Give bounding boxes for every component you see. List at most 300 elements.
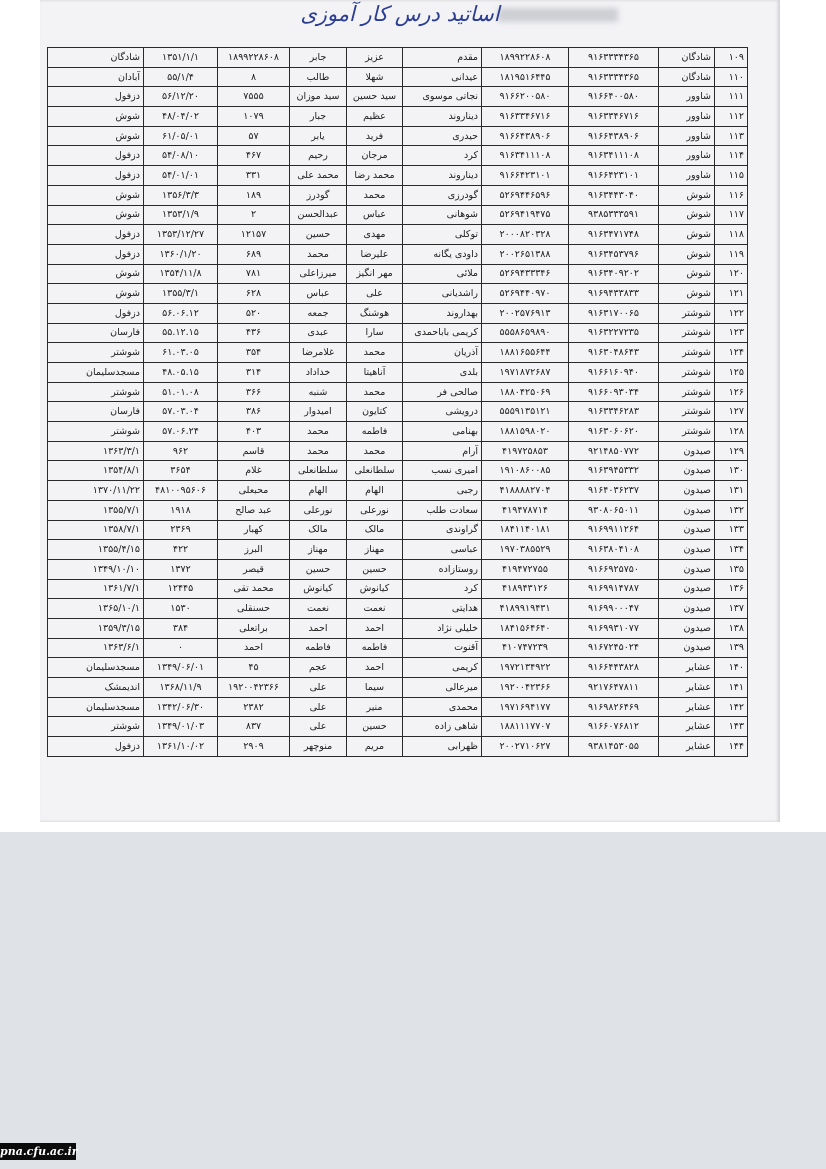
city-cell: شوش (48, 107, 144, 127)
id-number-cell: عبد صالح (218, 500, 290, 520)
mobile-cell: ۹۱۶۹۹۳۱۰۷۷ (569, 618, 659, 638)
father-name-cell: احمد (290, 618, 347, 638)
first-name-cell: عزیز (347, 48, 403, 68)
family-name-cell: کرد (403, 579, 482, 599)
id-number-cell: محمد تقی (218, 579, 290, 599)
father-name-cell: فاطمه (290, 638, 347, 658)
national-id-cell: ۴۱۰۷۴۷۲۳۹ (482, 638, 569, 658)
city-cell: شوش (48, 284, 144, 304)
id-number-cell: قاسم (218, 441, 290, 461)
mobile-cell: ۹۲۱۷۶۴۷۸۱۱ (569, 678, 659, 698)
first-name-cell: حسین (347, 559, 403, 579)
first-name-cell: فاطمه (347, 422, 403, 442)
father-name-cell: جابر (290, 48, 347, 68)
birth-date-cell: ۱۳۴۹/۰۱/۰۳ (144, 717, 218, 737)
instructor-roster-table (47, 47, 748, 757)
county-cell: صیدون (659, 559, 715, 579)
mobile-cell: ۹۱۶۳۸۰۴۱۰۸ (569, 540, 659, 560)
row-number-cell: ۱۳۹ (715, 638, 748, 658)
birth-date-cell: ۱۳۶۱/۱۰/۰۲ (144, 737, 218, 757)
county-cell: عشایر (659, 658, 715, 678)
family-name-cell: روستازاده (403, 559, 482, 579)
mobile-cell: ۹۳۸۵۳۳۳۵۹۱ (569, 205, 659, 225)
table-row (48, 303, 748, 323)
id-number-cell: براتعلی (218, 618, 290, 638)
county-cell: شادگان (659, 67, 715, 87)
family-name-cell: راشدیانی (403, 284, 482, 304)
national-id-cell: ۱۸۱۹۵۱۶۴۴۵ (482, 67, 569, 87)
row-number-cell: ۱۲۳ (715, 323, 748, 343)
family-name-cell: هدایتی (403, 599, 482, 619)
father-name-cell: الهام (290, 481, 347, 501)
father-name-cell: مهناز (290, 540, 347, 560)
mobile-cell: ۹۱۶۶۴۰۰۵۸۰ (569, 87, 659, 107)
national-id-cell: ۱۹۷۱۸۷۲۶۸۷ (482, 363, 569, 383)
first-name-cell: سید حسین (347, 87, 403, 107)
city-cell: ۱۳۴۹/۱۰/۱۰ (48, 559, 144, 579)
family-name-cell: صالحی فر (403, 382, 482, 402)
city-cell: دزفول (48, 303, 144, 323)
id-number-cell: ۵۲۰ (218, 303, 290, 323)
mobile-cell: ۹۱۶۳۴۰۹۲۰۲ (569, 264, 659, 284)
id-number-cell: ۱۹۲۰۰۴۲۳۶۶ (218, 678, 290, 698)
birth-date-cell: ۱۳۵۳/۱/۹ (144, 205, 218, 225)
family-name-cell: خلیلی نژاد (403, 618, 482, 638)
county-cell: شاوور (659, 87, 715, 107)
national-id-cell: ۴۱۹۴۷۸۷۱۴ (482, 500, 569, 520)
birth-date-cell: ۵۱.۰۱.۰۸ (144, 382, 218, 402)
national-id-cell: ۱۸۸۱۱۱۷۷۰۷ (482, 717, 569, 737)
table-row (48, 638, 748, 658)
father-name-cell: علی (290, 697, 347, 717)
national-id-cell: ۱۸۸۰۴۲۵۰۶۹ (482, 382, 569, 402)
row-number-cell: ۱۱۷ (715, 205, 748, 225)
county-cell: صیدون (659, 599, 715, 619)
national-id-cell: ۱۹۲۰۰۴۲۳۶۶ (482, 678, 569, 698)
city-cell: فارسان (48, 402, 144, 422)
county-cell: صیدون (659, 481, 715, 501)
id-number-cell: ۱۰۷۹ (218, 107, 290, 127)
father-name-cell: جبار (290, 107, 347, 127)
city-cell: شوش (48, 126, 144, 146)
first-name-cell: علی (347, 284, 403, 304)
city-cell: شوش (48, 185, 144, 205)
table-row (48, 461, 748, 481)
birth-date-cell: ۵۴/۰۸/۱۰ (144, 146, 218, 166)
first-name-cell: مهناز (347, 540, 403, 560)
row-number-cell: ۱۱۰ (715, 67, 748, 87)
county-cell: صیدون (659, 579, 715, 599)
mobile-cell: ۹۱۶۶۱۶۰۹۴۰ (569, 363, 659, 383)
first-name-cell: فاطمه (347, 638, 403, 658)
row-number-cell: ۱۱۱ (715, 87, 748, 107)
county-cell: شاوور (659, 107, 715, 127)
family-name-cell: کریمی باباحمدی (403, 323, 482, 343)
family-name-cell: آرام (403, 441, 482, 461)
row-number-cell: ۱۳۵ (715, 559, 748, 579)
birth-date-cell: ۳۶۵۴ (144, 461, 218, 481)
father-name-cell: خداداد (290, 363, 347, 383)
mobile-cell: ۹۱۶۳۴۴۳۰۴۰ (569, 185, 659, 205)
table-row (48, 146, 748, 166)
city-cell: آبادان (48, 67, 144, 87)
family-name-cell: بهداروند (403, 303, 482, 323)
birth-date-cell: ۴۸/۰۴/۰۲ (144, 107, 218, 127)
first-name-cell: محمد (347, 382, 403, 402)
first-name-cell: شهلا (347, 67, 403, 87)
city-cell: دزفول (48, 87, 144, 107)
table-row (48, 599, 748, 619)
family-name-cell: گراوندی (403, 520, 482, 540)
id-number-cell: احمد (218, 638, 290, 658)
first-name-cell: احمد (347, 618, 403, 638)
city-cell: دزفول (48, 146, 144, 166)
family-name-cell: میرعالی (403, 678, 482, 698)
county-cell: صیدون (659, 618, 715, 638)
father-name-cell: محمد علی (290, 166, 347, 186)
family-name-cell: عباسی (403, 540, 482, 560)
row-number-cell: ۱۳۳ (715, 520, 748, 540)
row-number-cell: ۱۱۴ (715, 146, 748, 166)
first-name-cell: محمد (347, 185, 403, 205)
table-row (48, 363, 748, 383)
father-name-cell: مالک (290, 520, 347, 540)
city-cell: ۱۳۵۸/۷/۱ (48, 520, 144, 540)
birth-date-cell: ۹۶۲ (144, 441, 218, 461)
id-number-cell: غلام (218, 461, 290, 481)
county-cell: شوشتر (659, 422, 715, 442)
first-name-cell: مریم (347, 737, 403, 757)
mobile-cell: ۹۱۶۶۴۴۳۸۲۸ (569, 658, 659, 678)
father-name-cell: طالب (290, 67, 347, 87)
first-name-cell: الهام (347, 481, 403, 501)
birth-date-cell: ۱۳۶۰/۱/۲۰ (144, 244, 218, 264)
national-id-cell: ۵۵۵۹۱۳۵۱۲۱ (482, 402, 569, 422)
first-name-cell: سیما (347, 678, 403, 698)
table-row (48, 658, 748, 678)
birth-date-cell: ۴۸۱۰۰۹۵۶۰۶ (144, 481, 218, 501)
birth-date-cell: ۵۶/۱۲/۲۰ (144, 87, 218, 107)
county-cell: شاوور (659, 166, 715, 186)
id-number-cell: ۲۳۸۲ (218, 697, 290, 717)
id-number-cell: ۱۸۹۹۲۲۸۶۰۸ (218, 48, 290, 68)
county-cell: عشایر (659, 717, 715, 737)
city-cell: مسجدسلیمان (48, 697, 144, 717)
row-number-cell: ۱۲۰ (715, 264, 748, 284)
city-cell: دزفول (48, 244, 144, 264)
first-name-cell: نورعلی (347, 500, 403, 520)
county-cell: صیدون (659, 441, 715, 461)
mobile-cell: ۹۱۶۹۹۰۰۰۴۷ (569, 599, 659, 619)
county-cell: صیدون (659, 638, 715, 658)
county-cell: صیدون (659, 461, 715, 481)
table-row (48, 166, 748, 186)
row-number-cell: ۱۱۲ (715, 107, 748, 127)
county-cell: شاوور (659, 146, 715, 166)
id-number-cell: ۱۲۱۵۷ (218, 225, 290, 245)
national-id-cell: ۱۸۹۹۲۲۸۶۰۸ (482, 48, 569, 68)
county-cell: شوشتر (659, 343, 715, 363)
county-cell: عشایر (659, 697, 715, 717)
id-number-cell: ۶۸۹ (218, 244, 290, 264)
county-cell: صیدون (659, 500, 715, 520)
table-row (48, 264, 748, 284)
site-watermark[interactable]: pna.cfu.ac.ir (0, 1145, 78, 1158)
row-number-cell: ۱۲۴ (715, 343, 748, 363)
national-id-cell: ۴۱۸۸۸۸۲۷۰۴ (482, 481, 569, 501)
family-name-cell: ملائی (403, 264, 482, 284)
row-number-cell: ۱۲۵ (715, 363, 748, 383)
city-cell: شوش (48, 264, 144, 284)
id-number-cell: ۶۲۸ (218, 284, 290, 304)
birth-date-cell: ۵۷.۰۳.۰۴ (144, 402, 218, 422)
id-number-cell: کهبار (218, 520, 290, 540)
mobile-cell: ۹۱۶۶۴۲۳۱۰۱ (569, 166, 659, 186)
row-number-cell: ۱۲۱ (715, 284, 748, 304)
first-name-cell: سلطانعلی (347, 461, 403, 481)
id-number-cell: البرز (218, 540, 290, 560)
national-id-cell: ۱۸۸۱۵۹۸۰۲۰ (482, 422, 569, 442)
birth-date-cell: ۱۳۶۸/۱۱/۹ (144, 678, 218, 698)
first-name-cell: مهدی (347, 225, 403, 245)
row-number-cell: ۱۲۹ (715, 441, 748, 461)
birth-date-cell: ۱۹۱۸ (144, 500, 218, 520)
birth-date-cell: ۵۷.۰۶.۲۴ (144, 422, 218, 442)
national-id-cell: ۵۲۶۹۴۳۳۳۴۶ (482, 264, 569, 284)
birth-date-cell: ۱۳۴۹/۰۶/۰۱ (144, 658, 218, 678)
id-number-cell: ۳۱۴ (218, 363, 290, 383)
birth-date-cell: ۵۶.۰۶.۱۲ (144, 303, 218, 323)
city-cell: مسجدسلیمان (48, 658, 144, 678)
national-id-cell: ۲۰۰۰۸۲۰۳۲۸ (482, 225, 569, 245)
family-name-cell: حیدری (403, 126, 482, 146)
table-row (48, 559, 748, 579)
father-name-cell: جمعه (290, 303, 347, 323)
roster-body (48, 48, 748, 757)
first-name-cell: محمد رضا (347, 166, 403, 186)
id-number-cell: ۵۷ (218, 126, 290, 146)
city-cell: دزفول (48, 166, 144, 186)
table-row (48, 402, 748, 422)
table-row (48, 185, 748, 205)
family-name-cell: دیناروند (403, 166, 482, 186)
national-id-cell: ۵۵۵۸۶۵۹۸۹۰ (482, 323, 569, 343)
city-cell: دزفول (48, 225, 144, 245)
row-number-cell: ۱۲۲ (715, 303, 748, 323)
county-cell: شادگان (659, 48, 715, 68)
id-number-cell: قیصر (218, 559, 290, 579)
family-name-cell: نجاتی موسوی (403, 87, 482, 107)
family-name-cell: توکلی (403, 225, 482, 245)
family-name-cell: بهنامی (403, 422, 482, 442)
row-number-cell: ۱۱۶ (715, 185, 748, 205)
father-name-cell: حسین (290, 559, 347, 579)
national-id-cell: ۹۱۶۶۴۳۸۹۰۶ (482, 126, 569, 146)
mobile-cell: ۹۱۶۹۹۱۱۲۶۴ (569, 520, 659, 540)
row-number-cell: ۱۴۳ (715, 717, 748, 737)
first-name-cell: علیرضا (347, 244, 403, 264)
family-name-cell: ظهرابی (403, 737, 482, 757)
page-heading: اساتید درس کار آموزی (300, 2, 500, 26)
mobile-cell: ۹۲۱۴۸۵۰۷۷۲ (569, 441, 659, 461)
family-name-cell: آذریان (403, 343, 482, 363)
city-cell: شادگان (48, 48, 144, 68)
mobile-cell: ۹۱۶۴۰۳۶۲۳۷ (569, 481, 659, 501)
birth-date-cell: ۱۳۷۲ (144, 559, 218, 579)
row-number-cell: ۱۴۲ (715, 697, 748, 717)
row-number-cell: ۱۴۰ (715, 658, 748, 678)
first-name-cell: مرجان (347, 146, 403, 166)
father-name-cell: یابر (290, 126, 347, 146)
table-row (48, 107, 748, 127)
first-name-cell: منیر (347, 697, 403, 717)
national-id-cell: ۹۱۶۶۴۲۳۱۰۱ (482, 166, 569, 186)
national-id-cell: ۱۸۴۱۱۴۰۱۸۱ (482, 520, 569, 540)
row-number-cell: ۱۳۴ (715, 540, 748, 560)
mobile-cell: ۹۱۶۹۸۲۶۴۶۹ (569, 697, 659, 717)
father-name-cell: گودرز (290, 185, 347, 205)
birth-date-cell: ۳۸۴ (144, 618, 218, 638)
county-cell: شوش (659, 264, 715, 284)
table-row (48, 382, 748, 402)
county-cell: عشایر (659, 737, 715, 757)
first-name-cell: سارا (347, 323, 403, 343)
father-name-cell: منوچهر (290, 737, 347, 757)
mobile-cell: ۹۱۶۳۱۷۰۰۶۵ (569, 303, 659, 323)
first-name-cell: نعمت (347, 599, 403, 619)
id-number-cell: ۲ (218, 205, 290, 225)
mobile-cell: ۹۳۰۸۰۶۵۰۱۱ (569, 500, 659, 520)
birth-date-cell: ۵۴/۰۱/۰۱ (144, 166, 218, 186)
row-number-cell: ۱۳۸ (715, 618, 748, 638)
mobile-cell: ۹۱۶۶۴۳۸۹۰۶ (569, 126, 659, 146)
county-cell: شوشتر (659, 363, 715, 383)
id-number-cell: ۸۳۷ (218, 717, 290, 737)
county-cell: شوش (659, 284, 715, 304)
table-row (48, 343, 748, 363)
family-name-cell: گودرزی (403, 185, 482, 205)
birth-date-cell: ۴۸.۰۵.۱۵ (144, 363, 218, 383)
mobile-cell: ۹۱۶۳۰۴۸۶۴۳ (569, 343, 659, 363)
mobile-cell: ۹۱۶۶۹۲۵۷۵۰ (569, 559, 659, 579)
father-name-cell: علی (290, 678, 347, 698)
father-name-cell: شنبه (290, 382, 347, 402)
city-cell: ۱۳۵۹/۳/۱۵ (48, 618, 144, 638)
mobile-cell: ۹۱۶۶۰۹۳۰۳۴ (569, 382, 659, 402)
table-row (48, 737, 748, 757)
table-row (48, 126, 748, 146)
county-cell: شوشتر (659, 323, 715, 343)
row-number-cell: ۱۳۶ (715, 579, 748, 599)
city-cell: فارسان (48, 323, 144, 343)
mobile-cell: ۹۱۶۳۰۶۰۶۲۰ (569, 422, 659, 442)
county-cell: شوش (659, 225, 715, 245)
birth-date-cell: ۱۳۵۱/۱/۱ (144, 48, 218, 68)
row-number-cell: ۱۱۵ (715, 166, 748, 186)
father-name-cell: عباس (290, 284, 347, 304)
id-number-cell: ۳۵۴ (218, 343, 290, 363)
mobile-cell: ۹۱۶۳۳۴۶۲۸۳ (569, 402, 659, 422)
id-number-cell: حسنقلی (218, 599, 290, 619)
family-name-cell: کریمی (403, 658, 482, 678)
father-name-cell: سلطانعلی (290, 461, 347, 481)
birth-date-cell: ۵۵/۱/۴ (144, 67, 218, 87)
birth-date-cell: ۲۳۶۹ (144, 520, 218, 540)
mobile-cell: ۹۱۶۹۹۱۴۷۸۷ (569, 579, 659, 599)
id-number-cell: ۴۰۳ (218, 422, 290, 442)
table-row (48, 540, 748, 560)
father-name-cell: محمد (290, 244, 347, 264)
father-name-cell: عبدالحسن (290, 205, 347, 225)
county-cell: شوشتر (659, 303, 715, 323)
city-cell: اندیمشک (48, 678, 144, 698)
city-cell: ۱۳۶۱/۷/۱ (48, 579, 144, 599)
father-name-cell: امیدوار (290, 402, 347, 422)
national-id-cell: ۹۱۶۳۴۱۱۱۰۸ (482, 146, 569, 166)
city-cell: شوشتر (48, 717, 144, 737)
mobile-cell: ۹۱۶۶۰۷۶۸۱۲ (569, 717, 659, 737)
row-number-cell: ۱۱۹ (715, 244, 748, 264)
birth-date-cell: ۱۳۵۵/۳/۱ (144, 284, 218, 304)
id-number-cell: ۳۶۶ (218, 382, 290, 402)
county-cell: شوش (659, 205, 715, 225)
mobile-cell: ۹۱۶۳۹۴۵۳۳۲ (569, 461, 659, 481)
row-number-cell: ۱۳۰ (715, 461, 748, 481)
id-number-cell: ۳۸۶ (218, 402, 290, 422)
county-cell: عشایر (659, 678, 715, 698)
table-row (48, 618, 748, 638)
family-name-cell: مقدم (403, 48, 482, 68)
birth-date-cell: ۶۱.۰۳.۰۵ (144, 343, 218, 363)
city-cell: ۱۳۶۳/۶/۱ (48, 638, 144, 658)
family-name-cell: محمدی (403, 697, 482, 717)
national-id-cell: ۲۰۰۲۶۵۱۳۸۸ (482, 244, 569, 264)
city-cell: شوش (48, 205, 144, 225)
mobile-cell: ۹۱۶۳۴۵۳۷۹۶ (569, 244, 659, 264)
city-cell: ۱۳۷۰/۱۱/۲۲ (48, 481, 144, 501)
table-row (48, 323, 748, 343)
first-name-cell: فرید (347, 126, 403, 146)
row-number-cell: ۱۱۸ (715, 225, 748, 245)
father-name-cell: محمد (290, 422, 347, 442)
birth-date-cell: ۰ (144, 638, 218, 658)
table-row (48, 717, 748, 737)
father-name-cell: میرزاعلی (290, 264, 347, 284)
row-number-cell: ۱۲۷ (715, 402, 748, 422)
family-name-cell: دیناروند (403, 107, 482, 127)
id-number-cell: ۷۸۱ (218, 264, 290, 284)
row-number-cell: ۱۳۷ (715, 599, 748, 619)
national-id-cell: ۵۲۶۹۴۱۹۴۷۵ (482, 205, 569, 225)
row-number-cell: ۱۳۱ (715, 481, 748, 501)
county-cell: شاوور (659, 126, 715, 146)
birth-date-cell: ۱۲۴۴۵ (144, 579, 218, 599)
national-id-cell: ۱۹۷۲۱۳۴۹۲۲ (482, 658, 569, 678)
first-name-cell: احمد (347, 658, 403, 678)
county-cell: شوشتر (659, 402, 715, 422)
city-cell: دزفول (48, 737, 144, 757)
id-number-cell: محبعلی (218, 481, 290, 501)
family-name-cell: درویشی (403, 402, 482, 422)
father-name-cell: کیانوش (290, 579, 347, 599)
city-cell: ۱۳۵۵/۴/۱۵ (48, 540, 144, 560)
id-number-cell: ۴۳۶ (218, 323, 290, 343)
birth-date-cell: ۱۳۵۳/۱۲/۲۷ (144, 225, 218, 245)
national-id-cell: ۴۱۹۴۷۲۷۵۵ (482, 559, 569, 579)
first-name-cell: محمد (347, 441, 403, 461)
family-name-cell: کرد (403, 146, 482, 166)
national-id-cell: ۱۹۱۰۸۶۰۰۸۵ (482, 461, 569, 481)
